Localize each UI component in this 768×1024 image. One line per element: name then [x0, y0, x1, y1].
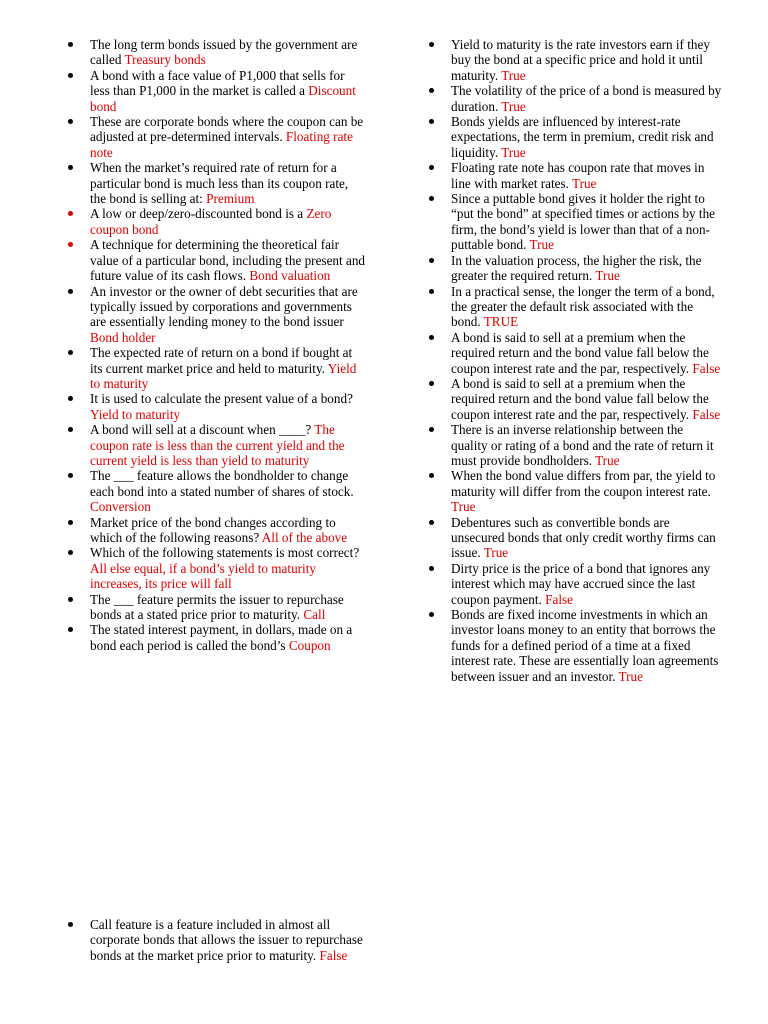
- question-text: A bond will sell at a discount when ____?: [90, 422, 312, 438]
- answer-text: True: [451, 499, 476, 515]
- answer-text: Bond holder: [90, 329, 156, 345]
- answer-text: True: [501, 144, 526, 160]
- bullet-icon: [429, 88, 434, 93]
- question-text: Since a puttable bond gives it holder the right to “put the bond” at specified times or actions by the firm, the bond’s yield is lower than that of a non-puttable bond.: [451, 191, 716, 253]
- question-item: [66, 37, 366, 68]
- question-text: A low or deep/zero-discounted bond is a: [90, 206, 304, 222]
- answer-text: True: [501, 67, 526, 83]
- question-text: An investor or the owner of debt securities that are typically issued by corporations and governments are essentially lending money to the bond issuer: [90, 283, 358, 330]
- question-text: Yield to maturity is the rate investors earn if they buy the bond at a specific price and hold it until maturity.: [451, 37, 710, 83]
- answer-text: False: [692, 360, 721, 376]
- bottom-column: [66, 917, 366, 963]
- answer-text: TRUE: [483, 314, 519, 330]
- question-text: Call feature is a feature included in almost all corporate bonds that allows the issuer to repurchase bonds at the market price prior to maturity.: [90, 917, 363, 963]
- bullet-icon: [68, 211, 73, 216]
- question-item: [66, 422, 366, 468]
- bullet-icon: [429, 381, 434, 386]
- bullet-icon: [429, 42, 434, 47]
- question-item: [427, 515, 723, 561]
- left-column: [66, 37, 366, 653]
- answer-text: Yield to maturity: [90, 360, 357, 391]
- answer-text: False: [319, 947, 348, 963]
- question-item: [427, 561, 723, 607]
- question-item: [427, 330, 723, 376]
- bullet-icon: [68, 597, 73, 602]
- answer-text: Floating rate note: [90, 129, 353, 160]
- bullet-icon: [68, 42, 73, 47]
- question-text: The stated interest payment, in dollars, made on a bond each period is called the bond’s: [90, 622, 353, 653]
- question-item: [66, 68, 366, 114]
- question-text: Market price of the bond changes according to which of the following reasons?: [90, 514, 336, 545]
- question-text: The expected rate of return on a bond if bought at its current market price and held to maturity.: [90, 345, 353, 376]
- question-text: The volatility of the price of a bond is measured by duration.: [451, 83, 722, 114]
- question-item: [66, 284, 366, 346]
- question-item: [427, 37, 723, 83]
- question-text: These are corporate bonds where the coupon can be adjusted at pre-determined intervals.: [90, 114, 364, 145]
- answer-text: Zero coupon bond: [90, 206, 332, 237]
- bullet-icon: [429, 427, 434, 432]
- bullet-icon: [429, 520, 434, 525]
- question-item: [66, 917, 366, 963]
- bullet-icon: [68, 627, 73, 632]
- bullet-icon: [429, 289, 434, 294]
- bullet-icon: [68, 73, 73, 78]
- answer-text: True: [483, 545, 509, 561]
- question-item: [66, 345, 366, 391]
- question-item: [66, 545, 366, 591]
- right-column: [427, 37, 723, 684]
- bullet-icon: [68, 165, 73, 170]
- answer-text: Coupon: [288, 637, 331, 653]
- bullet-icon: [68, 396, 73, 401]
- question-item: [66, 468, 366, 514]
- answer-text: Discount bond: [90, 83, 356, 114]
- question-item: [66, 237, 366, 283]
- question-text: In the valuation process, the higher the risk, the greater the required return.: [451, 252, 702, 284]
- question-text: Bonds yields are influenced by interest-rate expectations, the term in premium, credit risk and liquidity.: [451, 114, 714, 160]
- answer-text: True: [595, 452, 620, 468]
- bullet-icon: [429, 612, 434, 617]
- answer-text: True: [501, 98, 526, 114]
- question-item: [66, 622, 366, 653]
- question-text: The ___ feature permits the issuer to repurchase bonds at a stated price prior to maturity.: [90, 591, 344, 623]
- answer-text: All of the above: [261, 530, 348, 545]
- question-text: When the bond value differs from par, the yield to maturity will differ from the coupon interest rate.: [451, 468, 716, 499]
- question-text: A technique for determining the theoretical fair value of a particular bond, including the present and future value of its cash flows.: [90, 237, 366, 284]
- answer-text: True: [571, 175, 597, 191]
- answer-text: Conversion: [90, 499, 151, 515]
- answer-text: Bond valuation: [249, 268, 331, 284]
- question-item: [66, 114, 366, 160]
- question-text: Bonds are fixed income investments in which an investor loans money to an entity that borrows the funds for a defined period of a time at a fixed interest rate. These are essentially loan agreements between issuer and an investor.: [451, 607, 719, 684]
- answer-text: Premium: [206, 191, 255, 207]
- question-item: [427, 83, 723, 114]
- bullet-icon: [429, 165, 434, 170]
- bullet-icon: [68, 922, 73, 927]
- question-item: [66, 391, 366, 422]
- question-text: A bond is said to sell at a premium when the required return and the bond value fall below the coupon interest rate and the par, respectively.: [451, 329, 709, 376]
- question-text: Debentures such as convertible bonds are unsecured bonds that only credit worthy firms can issue.: [451, 514, 716, 561]
- bullet-icon: [429, 258, 434, 263]
- bullet-icon: [68, 550, 73, 555]
- answer-text: All else equal, if a bond’s yield to maturity increases, its price will fall: [90, 560, 316, 592]
- question-item: [427, 422, 723, 468]
- question-text: It is used to calculate the present value of a bond?: [90, 391, 353, 407]
- answer-text: True: [595, 268, 620, 284]
- answer-text: True: [618, 668, 643, 684]
- question-text: Dirty price is the price of a bond that ignores any interest which may have accrued since the last coupon payment.: [451, 560, 711, 607]
- bullet-icon: [429, 196, 434, 201]
- question-item: [66, 592, 366, 623]
- bullet-icon: [68, 119, 73, 124]
- bullet-icon: [68, 520, 73, 525]
- answer-text: Call: [303, 607, 326, 623]
- question-text: Which of the following statements is most correct?: [90, 545, 360, 561]
- question-item: [427, 376, 723, 422]
- bullet-icon: [429, 335, 434, 340]
- bullet-icon: [429, 473, 434, 478]
- question-item: [66, 515, 366, 546]
- question-text: The long term bonds issued by the government are called: [90, 37, 358, 68]
- bullet-icon: [68, 473, 73, 478]
- question-text: The ___ feature allows the bondholder to change each bond into a stated number of shares of stock.: [90, 468, 354, 499]
- question-text: A bond with a face value of P1,000 that sells for less than P1,000 in the market is called a: [90, 67, 345, 99]
- bullet-icon: [429, 119, 434, 124]
- question-text: In a practical sense, the longer the term of a bond, the greater the default risk associated with the bond.: [451, 283, 715, 330]
- answer-text: Yield to maturity: [90, 406, 181, 422]
- question-item: [427, 607, 723, 684]
- question-text: When the market’s required rate of return for a particular bond is much less than its coupon rate, the bond is selling at:: [90, 160, 349, 207]
- question-item: [427, 191, 723, 253]
- answer-text: False: [692, 406, 721, 422]
- answer-text: True: [529, 237, 554, 253]
- bullet-icon: [68, 242, 73, 247]
- question-item: [427, 114, 723, 160]
- question-text: A bond is said to sell at a premium when the required return and the bond value fall below the coupon interest rate and the par, respectively.: [451, 375, 709, 422]
- answer-text: Treasury bonds: [124, 52, 206, 68]
- question-item: [66, 206, 366, 237]
- bullet-icon: [429, 566, 434, 571]
- bullet-icon: [68, 350, 73, 355]
- question-item: [427, 284, 723, 330]
- question-text: Floating rate note has coupon rate that moves in line with market rates.: [451, 160, 705, 191]
- question-item: [427, 468, 723, 514]
- question-text: There is an inverse relationship between the quality or rating of a bond and the rate of return it must provide bondholders.: [451, 422, 714, 468]
- question-item: [427, 253, 723, 284]
- bullet-icon: [68, 289, 73, 294]
- question-item: [66, 160, 366, 206]
- question-item: [427, 160, 723, 191]
- answer-text: False: [545, 591, 573, 607]
- bullet-icon: [68, 427, 73, 432]
- answer-text: The coupon rate is less than the current yield and the current yield is less than yield to maturity: [90, 422, 345, 468]
